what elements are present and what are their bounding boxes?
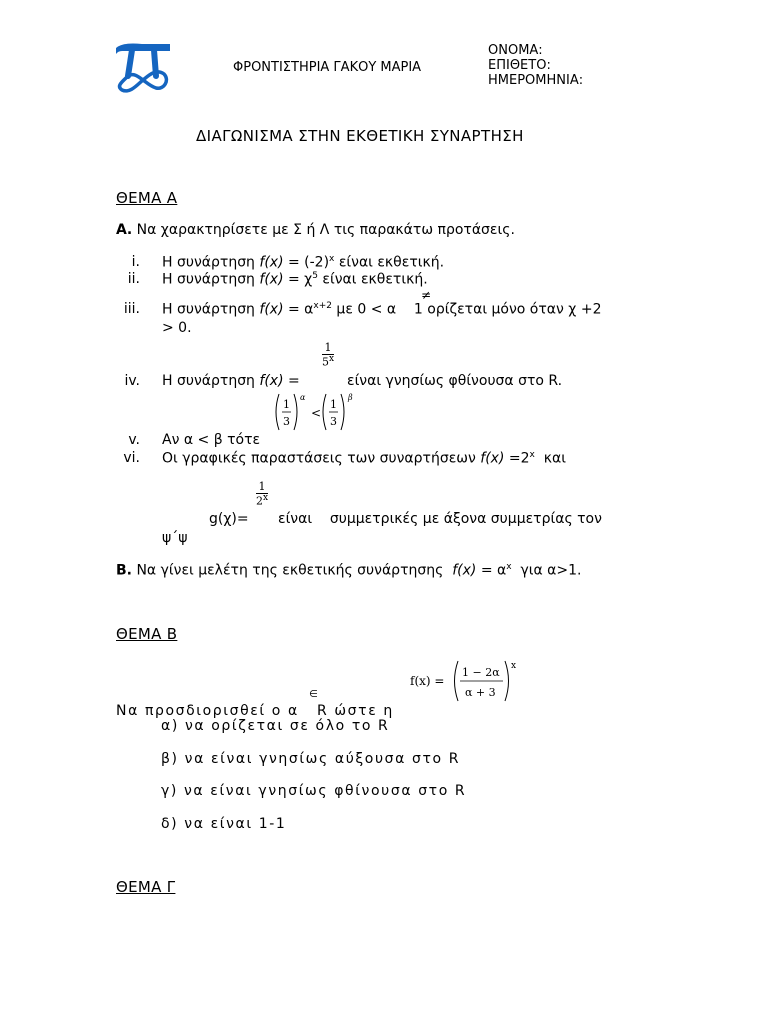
school-name: ΦΡΟΝΤΙΣΤΗΡΙΑ ΓΑΚΟΥ ΜΑΡΙΑ <box>233 60 422 75</box>
item-vi-continuation: ψ΄ψ <box>162 530 188 546</box>
formula-num-b: 1 <box>330 398 337 411</box>
formula-den-a: 3 <box>283 415 290 428</box>
pi-infinity-logo-icon <box>112 40 174 96</box>
item-iii: Η συνάρτηση $f(x) = \alpha^{x+2}$ με 0 < α 1 ορίζεται μόνο όταν χ +2 <box>162 301 602 318</box>
formula-exp-b: β <box>348 393 353 402</box>
formula-exp-a: α <box>300 393 306 402</box>
item-iv-text: είναι γνησίως φθίνουσα στο R. <box>347 373 563 389</box>
formula-den-b: 3 <box>330 415 337 428</box>
item-vi-g-label: g(χ)= <box>209 511 249 527</box>
formula-op: < <box>311 406 322 420</box>
item-vi-g-text: είναι συμμετρικές με άξονα συμμετρίας τον <box>278 511 602 527</box>
thema-b-intro: Να προσδιορισθεί ο α R ώστε η <box>116 703 394 719</box>
thema-b-item: α) να ορίζεται σε όλο το R <box>161 718 390 734</box>
part-b-instruction: Β. Να γίνει μελέτη της εκθετικής συνάρτησης $f(x) = \alpha^x$ για α>1. <box>116 562 582 579</box>
item-number: vi. <box>123 450 140 466</box>
surname-field: ΕΠΙΘΕΤΟ: <box>488 58 551 73</box>
name-field: ΟΝΟΜΑ: <box>488 43 543 58</box>
item-ii: Η συνάρτηση $f(x) = \chi^5$ είναι εκθετική. <box>162 271 428 288</box>
item-number: iii. <box>123 301 140 317</box>
thema-a-heading: ΘΕΜΑ Α <box>116 189 178 207</box>
formula-exponent: x <box>511 661 517 671</box>
item-number: ii. <box>127 271 140 287</box>
page-title: ΔΙΑΓΩΝΙΣΜΑ ΣΤΗΝ ΕΚΘΕΤΙΚΗ ΣΥΝΑΡΤΗΣΗ <box>196 127 524 145</box>
item-number: v. <box>128 432 140 448</box>
logo <box>112 40 174 96</box>
power-comparison-formula <box>274 390 364 434</box>
item-iii-continuation: > 0. <box>162 320 192 336</box>
fraction-1-over-5x: $\frac{1}{5^x}$ <box>322 341 335 369</box>
neq-symbol: ≠ <box>421 288 432 302</box>
element-of-symbol: ∈ <box>309 689 318 700</box>
thema-b-item: γ) να είναι γνησίως φθίνουσα στο R <box>161 783 467 799</box>
formula-lhs: f(x) = <box>410 674 445 688</box>
thema-b-formula <box>410 658 520 704</box>
formula-num-a: 1 <box>283 398 290 411</box>
thema-b-heading: ΘΕΜΑ Β <box>116 625 178 643</box>
formula-numerator: 1 − 2α <box>462 666 500 679</box>
thema-b-item: δ) να είναι 1-1 <box>161 816 287 832</box>
item-vi: Οι γραφικές παραστάσεις των συναρτήσεων $f(x) =2^x$ και <box>162 450 566 467</box>
item-v: Αν α < β τότε <box>162 432 261 448</box>
date-field: ΗΜΕΡΟΜΗΝΙΑ: <box>488 73 584 88</box>
item-number: i. <box>131 254 140 270</box>
thema-c-heading: ΘΕΜΑ Γ <box>116 878 176 896</box>
formula-denominator: α + 3 <box>465 686 496 699</box>
item-iv: Η συνάρτηση f(x) = <box>162 373 300 389</box>
thema-b-item: β) να είναι γνησίως αύξουσα στο R <box>161 751 461 767</box>
item-i: Η συνάρτηση $f(x) = (-2)^x$ είναι εκθετική. <box>162 254 445 271</box>
fraction-1-over-2x: $\frac{1}{2^x}$ <box>256 480 269 508</box>
item-number: iv. <box>124 373 140 389</box>
part-a-instruction: Α. Να χαρακτηρίσετε με Σ ή Λ τις παρακάτω προτάσεις. <box>116 222 515 238</box>
